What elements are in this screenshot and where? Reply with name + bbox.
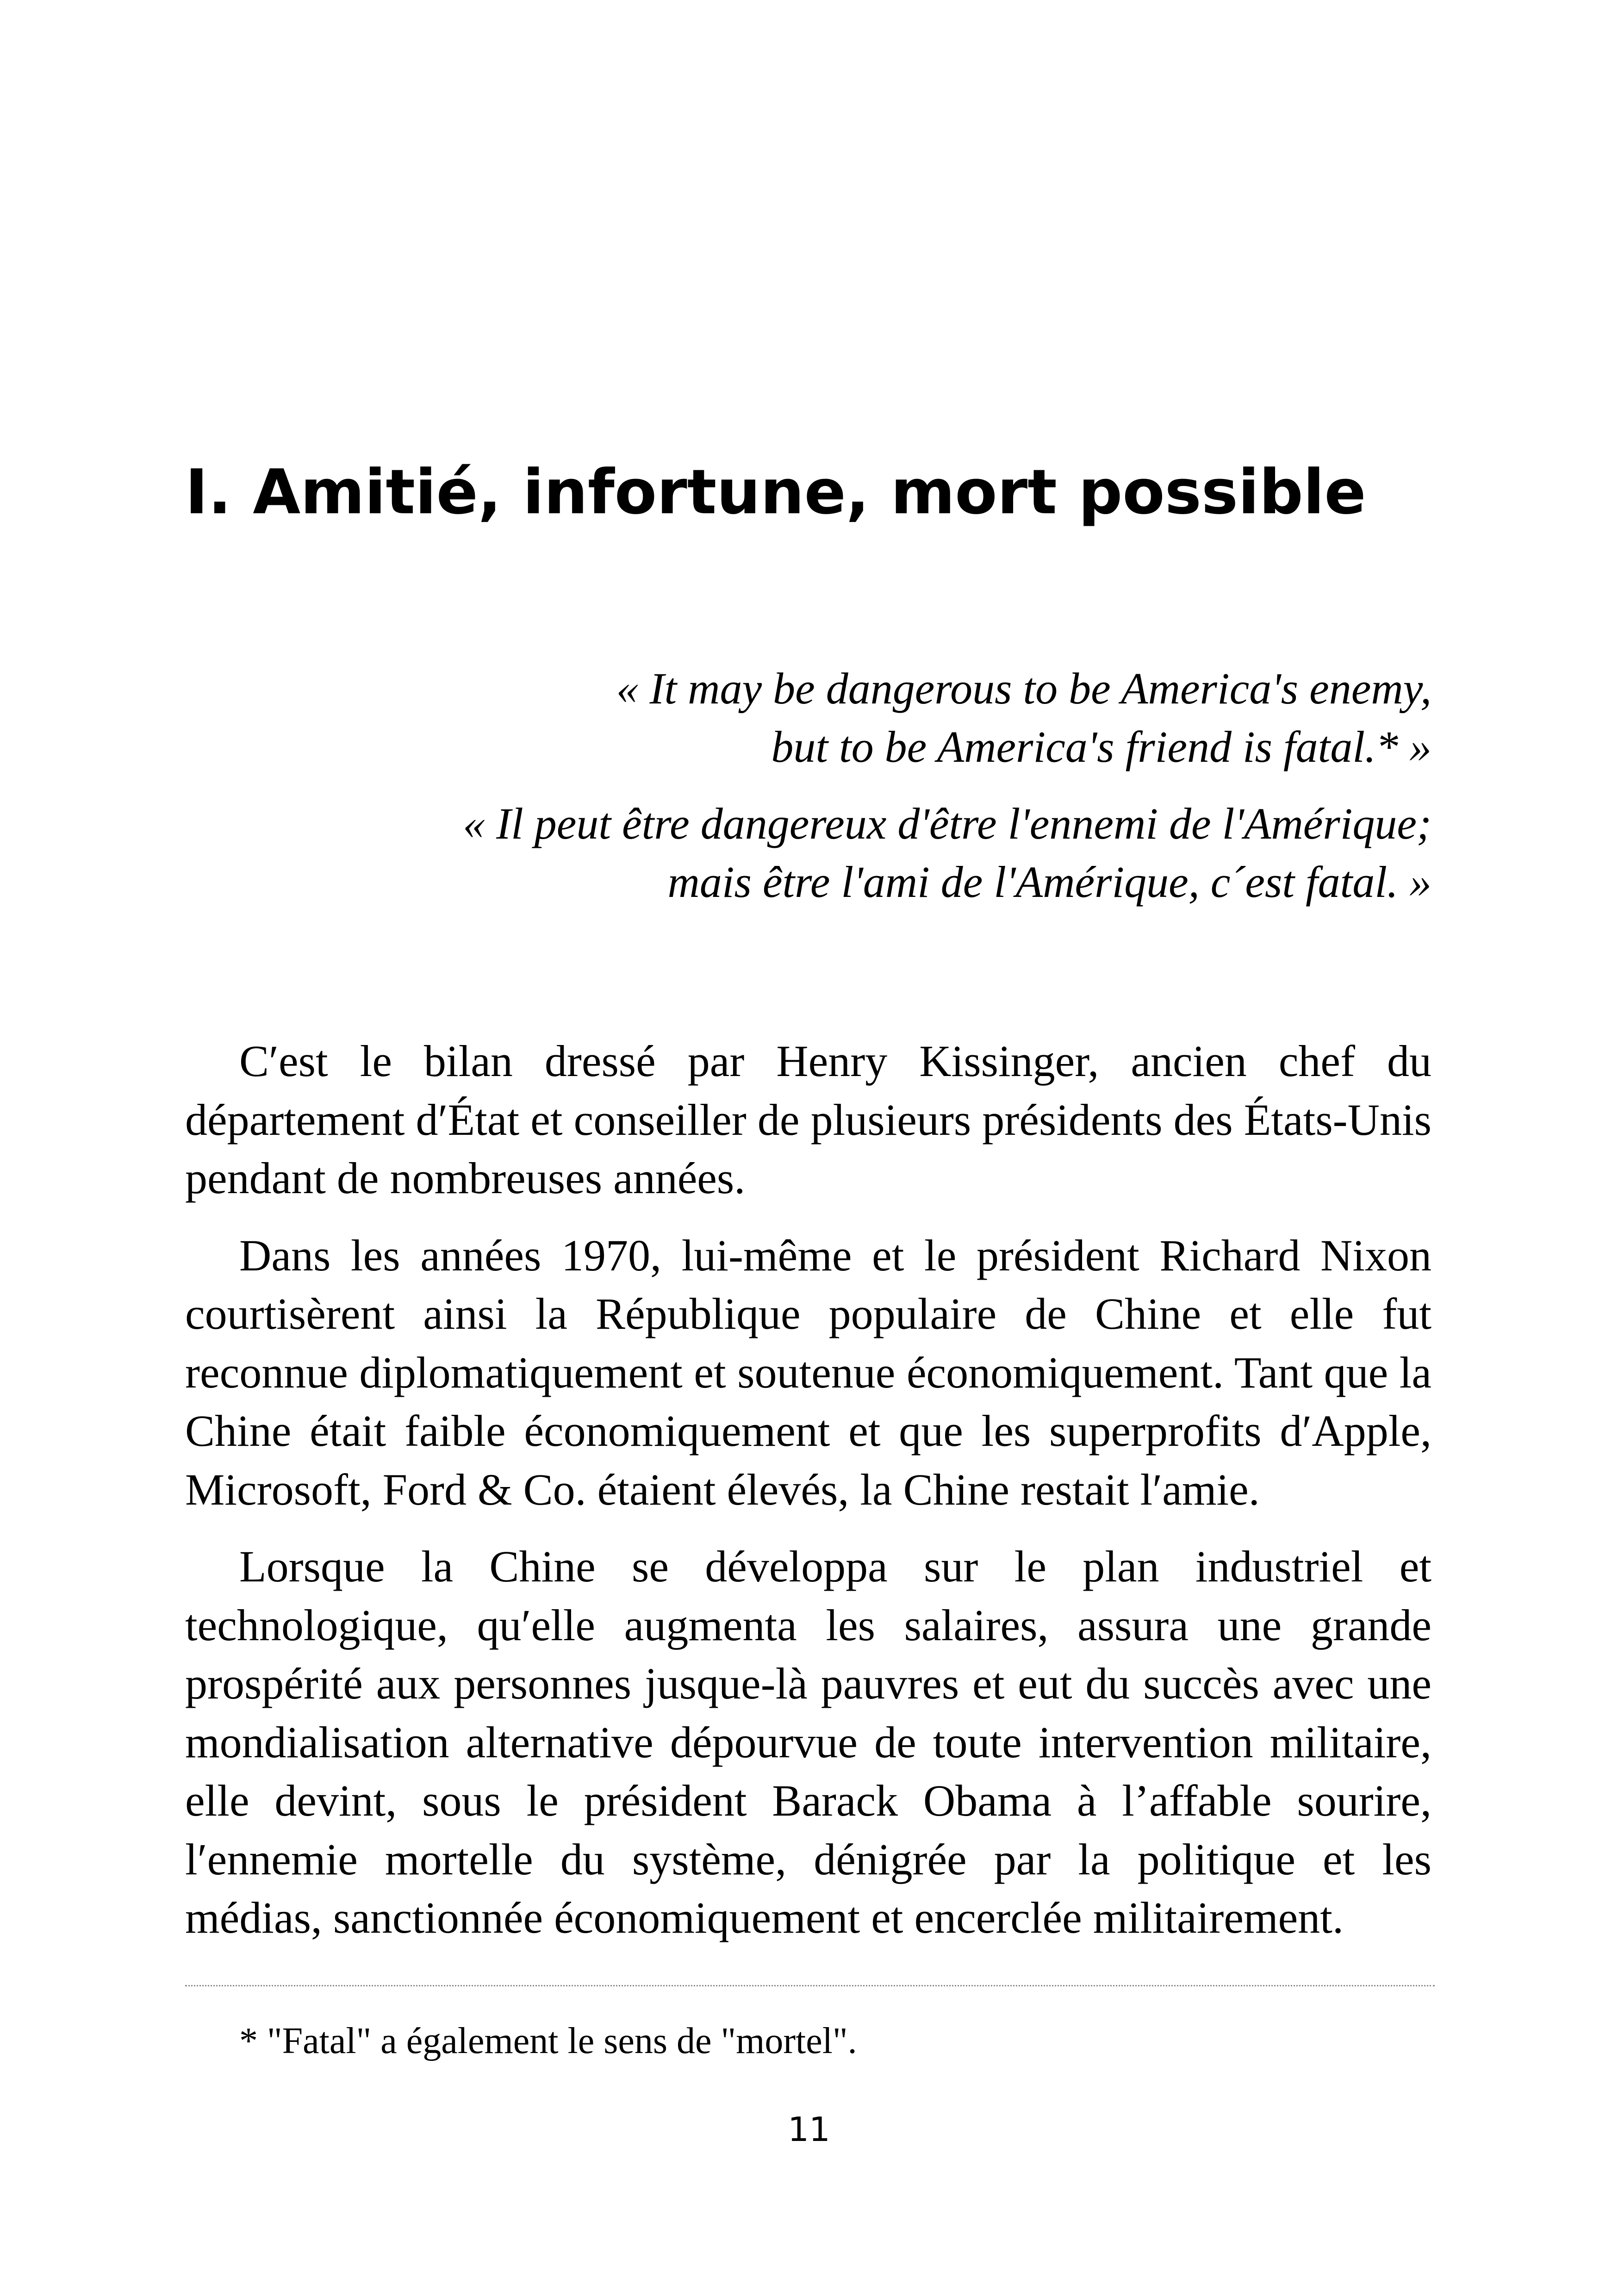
epigraph-line: « Il peut être dangereux d'être l'ennemi de l'Amérique; [463, 799, 1431, 848]
epigraph-line: but to be America's friend is fatal.* » [771, 722, 1431, 772]
epigraph-french [89, 795, 1431, 911]
body-paragraph: C′est le bilan dressé par Henry Kissinger, ancien chef du département d′État et conseiller de plusieurs présidents des États-Unis pendant de nombreuses années. [185, 1036, 1431, 1203]
body-text [185, 1032, 1431, 1966]
page-number: 11 [788, 2110, 830, 2149]
body-paragraph: Dans les années 1970, lui-même et le président Richard Nixon courtisèrent ainsi la République populaire de Chine et elle fut reconnue diplomatiquement et soutenue économiquement. Tant que la Chine était faible économiquement et que les superprofits d′Apple, Microsoft, Ford & Co. étaient élevés, la Chine restait l′amie. [185, 1230, 1431, 1514]
epigraph-line: mais être l'ami de l'Amérique, c´est fatal. » [667, 857, 1431, 907]
footnote-divider [185, 1985, 1435, 1986]
footnote: * "Fatal" a également le sens de "mortel". [239, 2021, 857, 2061]
chapter-title: I. Amitié, infortune, mort possible [185, 457, 1366, 528]
epigraph-line: « It may be dangerous to be America's enemy, [616, 664, 1431, 713]
body-paragraph: Lorsque la Chine se développa sur le plan industriel et technologique, qu′elle augmenta les salaires, assura une grande prospérité aux personnes jusque-là pauvres et eut du succès avec une mondialisation alternative dépourvue de toute intervention militaire, elle devint, sous le président Barack Obama à l’affable sourire, l′ennemie mortelle du système, dénigrée par la politique et les médias, sanctionnée économiquement et encerclée militairement. [185, 1542, 1431, 1942]
epigraph [89, 660, 1431, 911]
epigraph-english [89, 660, 1431, 776]
